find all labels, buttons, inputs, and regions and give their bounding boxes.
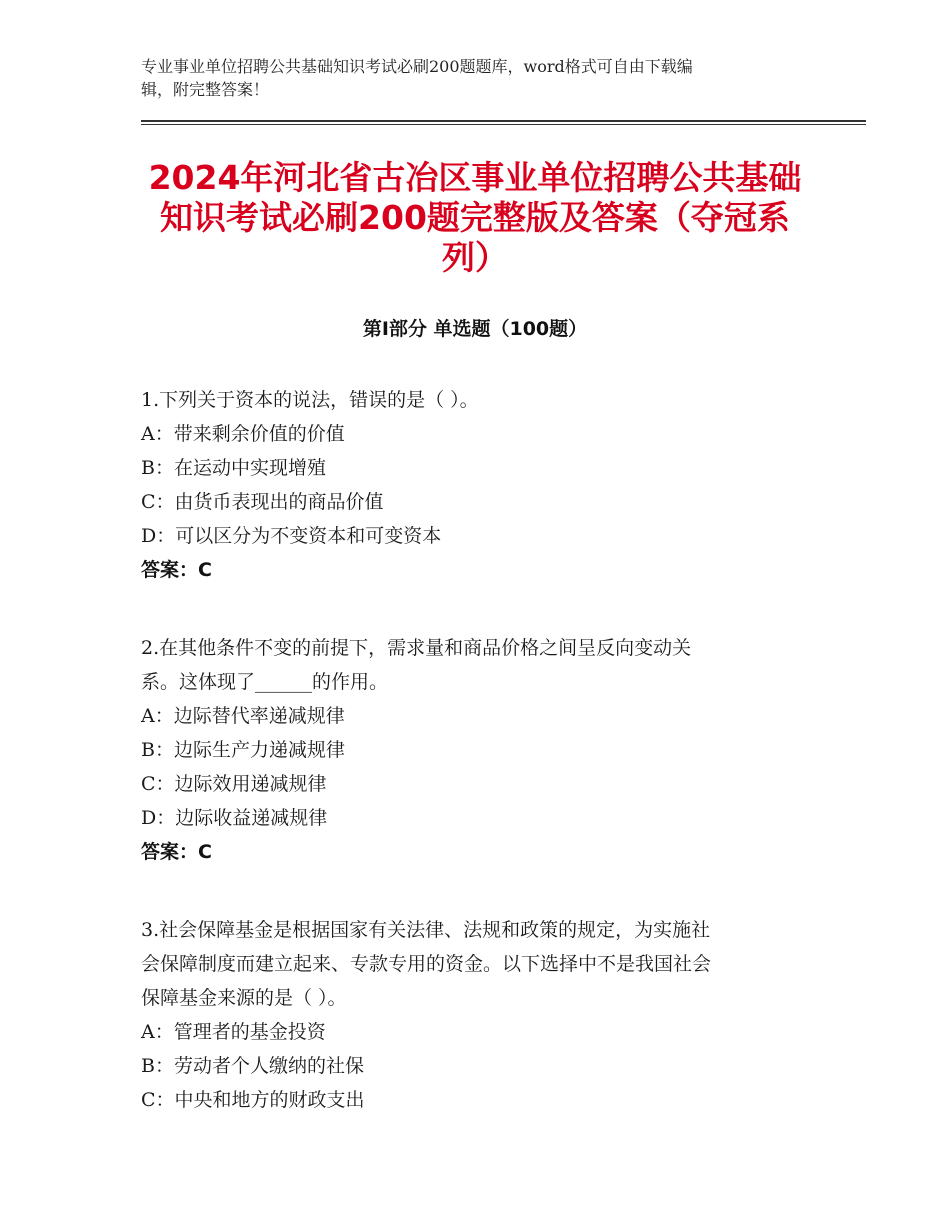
question-stem-line-2: 系。这体现了______的作用。 — [141, 671, 389, 693]
option-a: A：管理者的基金投资 — [141, 1021, 326, 1043]
option-a: A：带来剩余价值的价值 — [141, 423, 345, 445]
header-rule-thick — [141, 120, 866, 122]
question-stem-line-3: 保障基金来源的是（ ）。 — [141, 987, 347, 1009]
header-line-2: 辑，附完整答案！ — [141, 80, 270, 99]
option-c: C：中央和地方的财政支出 — [141, 1089, 365, 1111]
question-stem: 1.下列关于资本的说法，错误的是（ ）。 — [141, 389, 479, 411]
question-3 — [141, 913, 821, 1117]
answer-label: 答案：C — [141, 841, 212, 863]
question-2 — [141, 631, 821, 869]
option-d: D：边际收益递减规律 — [141, 807, 328, 829]
option-a: A：边际替代率递减规律 — [141, 705, 345, 727]
document-title — [130, 158, 820, 278]
answer-label: 答案：C — [141, 559, 212, 581]
option-b: B：劳动者个人缴纳的社保 — [141, 1055, 364, 1077]
question-stem-line-2: 会保障制度而建立起来、专款专用的资金。以下选择中不是我国社会 — [141, 953, 712, 975]
option-b: B：在运动中实现增殖 — [141, 457, 326, 479]
question-1 — [141, 383, 821, 587]
header-rule-thin — [141, 124, 866, 125]
option-d: D：可以区分为不变资本和可变资本 — [141, 525, 442, 547]
option-c: C：边际效用递减规律 — [141, 773, 327, 795]
title-line-2: 知识考试必刷200题完整版及答案（夺冠系 — [160, 198, 790, 237]
question-stem-line-1: 3.社会保障基金是根据国家有关法律、法规和政策的规定，为实施社 — [141, 919, 711, 941]
question-list — [141, 383, 821, 1161]
section-title: 第Ⅰ部分 单选题（100题） — [362, 318, 588, 340]
title-line-1: 2024年河北省古冶区事业单位招聘公共基础 — [148, 158, 802, 197]
header-line-1: 专业事业单位招聘公共基础知识考试必刷200题题库，word格式可自由下载编 — [141, 57, 693, 76]
page-header — [141, 55, 821, 101]
question-stem-line-1: 2.在其他条件不变的前提下，需求量和商品价格之间呈反向变动关 — [141, 637, 692, 659]
title-line-3: 列） — [442, 238, 508, 277]
option-b: B：边际生产力递减规律 — [141, 739, 345, 761]
option-c: C：由货币表现出的商品价值 — [141, 491, 384, 513]
